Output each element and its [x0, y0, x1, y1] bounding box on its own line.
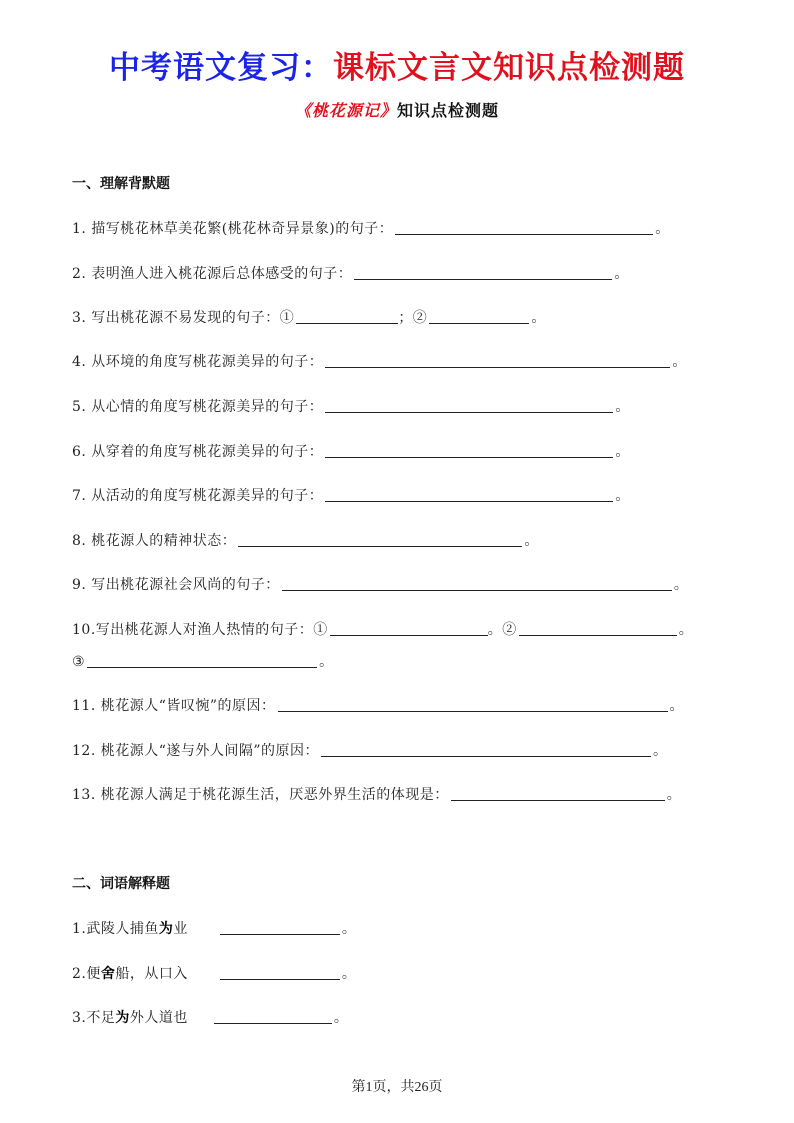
answer-blank-3[interactable] [87, 653, 317, 668]
answer-blank[interactable] [451, 786, 665, 801]
end-mark: 。 [614, 266, 629, 282]
question-text: 6. 从穿着的角度写桃花源美异的句子： [72, 444, 324, 460]
end-mark: 。 [666, 787, 682, 803]
circled-three: ③ [72, 654, 86, 670]
end-mark: 。 [319, 654, 334, 670]
question-4 [72, 353, 687, 371]
end-mark: 。 [669, 698, 685, 714]
answer-blank[interactable] [238, 532, 522, 547]
question-text: 9. 写出桃花源社会风尚的句子： [72, 577, 280, 593]
subtitle-book: 《桃花源记》 [294, 101, 397, 120]
end-mark: 。 [524, 533, 539, 549]
separator: ；② [398, 310, 428, 326]
vocab-item-2 [72, 965, 356, 983]
answer-blank[interactable] [325, 443, 613, 458]
page-number: 第1页，共26页 [351, 1080, 443, 1095]
end-mark: 。 [341, 921, 357, 937]
question-text: 13. 桃花源人满足于桃花源生活，厌恶外界生活的体现是： [72, 787, 449, 803]
question-text: 11. 桃花源人“皆叹惋”的原因： [72, 698, 276, 714]
vocab-post: 业 [173, 921, 188, 937]
answer-blank-2[interactable] [429, 309, 529, 324]
question-text: 10.写出桃花源人对渔人热情的句子：① [72, 622, 328, 638]
answer-blank[interactable] [282, 576, 672, 591]
question-13 [72, 786, 681, 804]
question-text: 2. 表明渔人进入桃花源后总体感受的句子： [72, 266, 353, 282]
vocab-pre: 1.武陵人捕鱼 [72, 921, 159, 937]
vocab-pre: 2.便 [72, 966, 101, 982]
question-text: 4. 从环境的角度写桃花源美异的句子： [72, 354, 324, 370]
document-subtitle [0, 98, 794, 121]
answer-blank[interactable] [214, 1009, 332, 1024]
subtitle-rest: 知识点检测题 [397, 101, 500, 120]
end-mark: 。 [615, 399, 630, 415]
question-6 [72, 443, 630, 461]
vocab-key: 为 [158, 921, 174, 937]
end-mark: 。 [655, 221, 670, 237]
question-text: 7. 从活动的角度写桃花源美异的句子： [72, 488, 324, 504]
answer-blank[interactable] [354, 265, 612, 280]
section-heading-recitation: 一、理解背默题 [72, 176, 170, 192]
question-8 [72, 532, 539, 550]
question-10-continued [72, 653, 334, 671]
answer-blank[interactable] [325, 398, 613, 413]
vocab-pre: 3.不足 [72, 1010, 116, 1026]
end-mark: 。 [678, 622, 694, 638]
section-heading-vocabulary: 二、词语解释题 [72, 876, 170, 892]
vocab-item-1 [72, 920, 356, 938]
answer-blank[interactable] [220, 965, 340, 980]
question-11 [72, 697, 684, 715]
question-2 [72, 265, 629, 283]
vocab-post: 船，从口入 [115, 966, 188, 982]
question-7 [72, 487, 630, 505]
answer-blank-1[interactable] [330, 621, 488, 636]
answer-blank[interactable] [325, 487, 613, 502]
end-mark: 。 [653, 743, 668, 759]
answer-blank-2[interactable] [519, 621, 677, 636]
vocab-key: 为 [115, 1010, 130, 1026]
answer-blank[interactable] [395, 220, 653, 235]
end-mark: 。 [672, 354, 687, 370]
question-3 [72, 309, 546, 327]
answer-blank-1[interactable] [296, 309, 398, 324]
answer-blank[interactable] [325, 353, 670, 368]
end-mark: 。 [673, 577, 689, 593]
question-9 [72, 576, 688, 594]
vocab-item-3 [72, 1009, 348, 1027]
document-title [0, 42, 794, 87]
title-prefix: 中考语文复习： [109, 50, 333, 86]
question-text: 8. 桃花源人的精神状态： [72, 533, 237, 549]
question-5 [72, 398, 630, 416]
title-main: 课标文言文知识点检测题 [333, 50, 685, 86]
end-mark: 。 [615, 444, 630, 460]
answer-blank[interactable] [278, 697, 668, 712]
answer-blank[interactable] [321, 742, 651, 757]
question-text: 12. 桃花源人“遂与外人间隔”的原因： [72, 743, 320, 759]
question-text: 3. 写出桃花源不易发现的句子：① [72, 310, 295, 326]
answer-blank[interactable] [220, 920, 340, 935]
question-text: 5. 从心情的角度写桃花源美异的句子： [72, 399, 324, 415]
end-mark: 。 [531, 310, 546, 326]
end-mark: 。 [615, 488, 630, 504]
question-1 [72, 220, 670, 238]
end-mark: 。 [341, 966, 357, 982]
end-mark: 。 [333, 1010, 349, 1026]
question-text: 1. 描写桃花林草美花繁(桃花林奇异景象)的句子： [72, 221, 394, 237]
vocab-key: 舍 [100, 966, 116, 982]
question-12 [72, 742, 668, 760]
question-10 [72, 621, 693, 639]
vocab-post: 外人道也 [129, 1010, 188, 1026]
separator: 。② [487, 622, 517, 638]
